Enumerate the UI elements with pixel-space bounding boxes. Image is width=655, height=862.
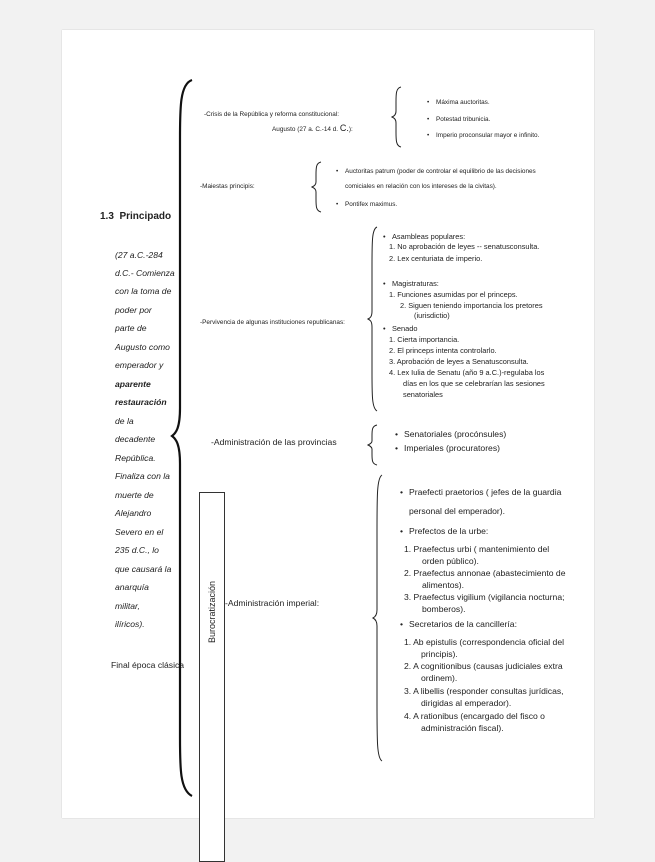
desc-line: Augusto como bbox=[115, 342, 170, 352]
magistraturas-item: 1. Funciones asumidas por el princeps. bbox=[389, 290, 518, 299]
prefectos-title: • Prefectos de la urbe: bbox=[409, 525, 488, 537]
prefectos-item: 2. Praefectus annonae (abastecimiento de bbox=[404, 568, 566, 578]
senado-item: 2. El princeps intenta controlarlo. bbox=[389, 346, 497, 355]
asambleas-item: 1. No aprobación de leyes -- senatusconsulta. bbox=[389, 242, 540, 251]
asambleas-item: 2. Lex centuriata de imperio. bbox=[389, 254, 483, 263]
senado-title: • Senado bbox=[392, 324, 417, 334]
desc-line: parte de bbox=[115, 323, 147, 333]
magistraturas-item: (iurisdictio) bbox=[414, 311, 450, 320]
desc-line: (27 a.C.-284 bbox=[115, 250, 163, 260]
maiestas-label: -Maiestas principis: bbox=[200, 183, 255, 190]
desc-line: 235 d.C., lo bbox=[115, 545, 159, 555]
desc-line-bold: aparente bbox=[115, 379, 151, 389]
secretarios-item: 2. A cognitionibus (causas judiciales extra bbox=[404, 661, 563, 671]
crisis-item: • Imperio proconsular mayor e infinito. bbox=[436, 131, 539, 140]
secretarios-item: 1. Ab epistulis (correspondencia oficial del bbox=[404, 637, 565, 647]
main-brace bbox=[172, 78, 196, 798]
senado-item-cont: senatoriales bbox=[403, 390, 443, 399]
asambleas-title: • Asambleas populares: bbox=[392, 232, 465, 242]
provincias-brace bbox=[367, 424, 379, 466]
prefectos-item: 1. Praefectus urbi ( mantenimiento del bbox=[404, 544, 550, 554]
imperial-label: -Administración imperial: bbox=[225, 598, 320, 608]
prefectos-item: 3. Praefectus vigilium (vigilancia nocturna; bbox=[404, 592, 565, 602]
secretarios-title: • Secretarios de la cancillería: bbox=[409, 618, 517, 630]
crisis-sublabel-end: ): bbox=[348, 126, 353, 133]
desc-line: Severo en el bbox=[115, 527, 164, 537]
section-number: 1.3 bbox=[100, 211, 114, 222]
secretarios-item-cont: ordinem). bbox=[421, 673, 458, 683]
secretarios-item-cont: administración fiscal). bbox=[421, 723, 504, 733]
burocratizacion-label: Burocratización bbox=[207, 580, 217, 643]
desc-line: d.C.- Comienza bbox=[115, 268, 175, 278]
senado-item-cont: días en los que se celebrarían las sesiones bbox=[403, 379, 545, 388]
secretarios-item: 4. A rationibus (encargado del fisco o bbox=[404, 711, 545, 721]
secretarios-item: 3. A libellis (responder consultas jurídicas, bbox=[404, 686, 564, 696]
desc-line: República. bbox=[115, 453, 156, 463]
praefecti-item-cont: personal del emperador). bbox=[409, 506, 506, 516]
senado-item: 3. Aprobación de leyes a Senatusconsulta. bbox=[389, 357, 529, 366]
crisis-sublabel bbox=[272, 124, 353, 134]
desc-line: anarquía bbox=[115, 582, 149, 592]
section-title bbox=[100, 211, 171, 223]
desc-line: muerte de bbox=[115, 490, 154, 500]
desc-line: Alejandro bbox=[115, 508, 152, 518]
desc-line: que causará la bbox=[115, 564, 172, 574]
maiestas-item: • Pontifex maximus. bbox=[345, 200, 397, 209]
crisis-sublabel-big: C. bbox=[339, 123, 349, 133]
crisis-item: • Máxima auctoritas. bbox=[436, 98, 490, 107]
crisis-sublabel-text: Augusto (27 a. C.-14 d. bbox=[272, 126, 340, 133]
senado-item: 4. Lex Iulia de Senatu (año 9 a.C.)-regulaba los bbox=[389, 368, 545, 377]
maiestas-brace bbox=[311, 161, 323, 213]
desc-line: con la toma de bbox=[115, 286, 172, 296]
section-name: Principado bbox=[119, 211, 172, 222]
provincias-item: • Imperiales (procuratores) bbox=[404, 442, 500, 454]
crisis-label: -Crisis de la República y reforma constitucional: bbox=[204, 111, 339, 118]
desc-line: decadente bbox=[115, 434, 156, 444]
secretarios-item-cont: principis). bbox=[421, 649, 458, 659]
desc-line-bold: restauración bbox=[115, 397, 167, 407]
secretarios-item-cont: dirigidas al emperador). bbox=[421, 698, 512, 708]
pervivencia-label: -Pervivencia de algunas instituciones republicanas: bbox=[200, 319, 345, 326]
praefecti-item: • Praefecti praetorios ( jefes de la guardia bbox=[409, 486, 561, 498]
paper-sheet bbox=[62, 30, 594, 818]
desc-line: Finaliza con la bbox=[115, 471, 170, 481]
maiestas-item: • Auctoritas patrum (poder de controlar el equilibrio de las decisiones bbox=[345, 167, 536, 176]
maiestas-item-cont: comiciales en relación con los intereses de la civitas). bbox=[345, 183, 497, 190]
desc-line: ilíricos). bbox=[115, 619, 145, 629]
provincias-item: • Senatoriales (procónsules) bbox=[404, 428, 506, 440]
magistraturas-item: 2. Siguen teniendo importancia los pretores bbox=[400, 301, 543, 310]
prefectos-item-cont: alimentos). bbox=[422, 580, 465, 590]
burocratizacion-box bbox=[199, 492, 225, 862]
magistraturas-title: • Magistraturas: bbox=[392, 279, 439, 289]
imperial-brace bbox=[372, 474, 384, 762]
crisis-brace bbox=[391, 86, 403, 148]
desc-line: poder por bbox=[115, 305, 152, 315]
senado-item: 1. Cierta importancia. bbox=[389, 335, 460, 344]
footer-label: Final época clásica bbox=[111, 660, 185, 670]
desc-line: de la bbox=[115, 416, 134, 426]
crisis-item: • Potestad tribunicia. bbox=[436, 115, 490, 124]
prefectos-item-cont: orden público). bbox=[422, 556, 479, 566]
desc-line: emperador y bbox=[115, 360, 164, 370]
provincias-label: -Administración de las provincias bbox=[211, 437, 337, 447]
desc-line: militar, bbox=[115, 601, 140, 611]
prefectos-item-cont: bomberos). bbox=[422, 604, 466, 614]
pervivencia-brace bbox=[367, 226, 379, 412]
